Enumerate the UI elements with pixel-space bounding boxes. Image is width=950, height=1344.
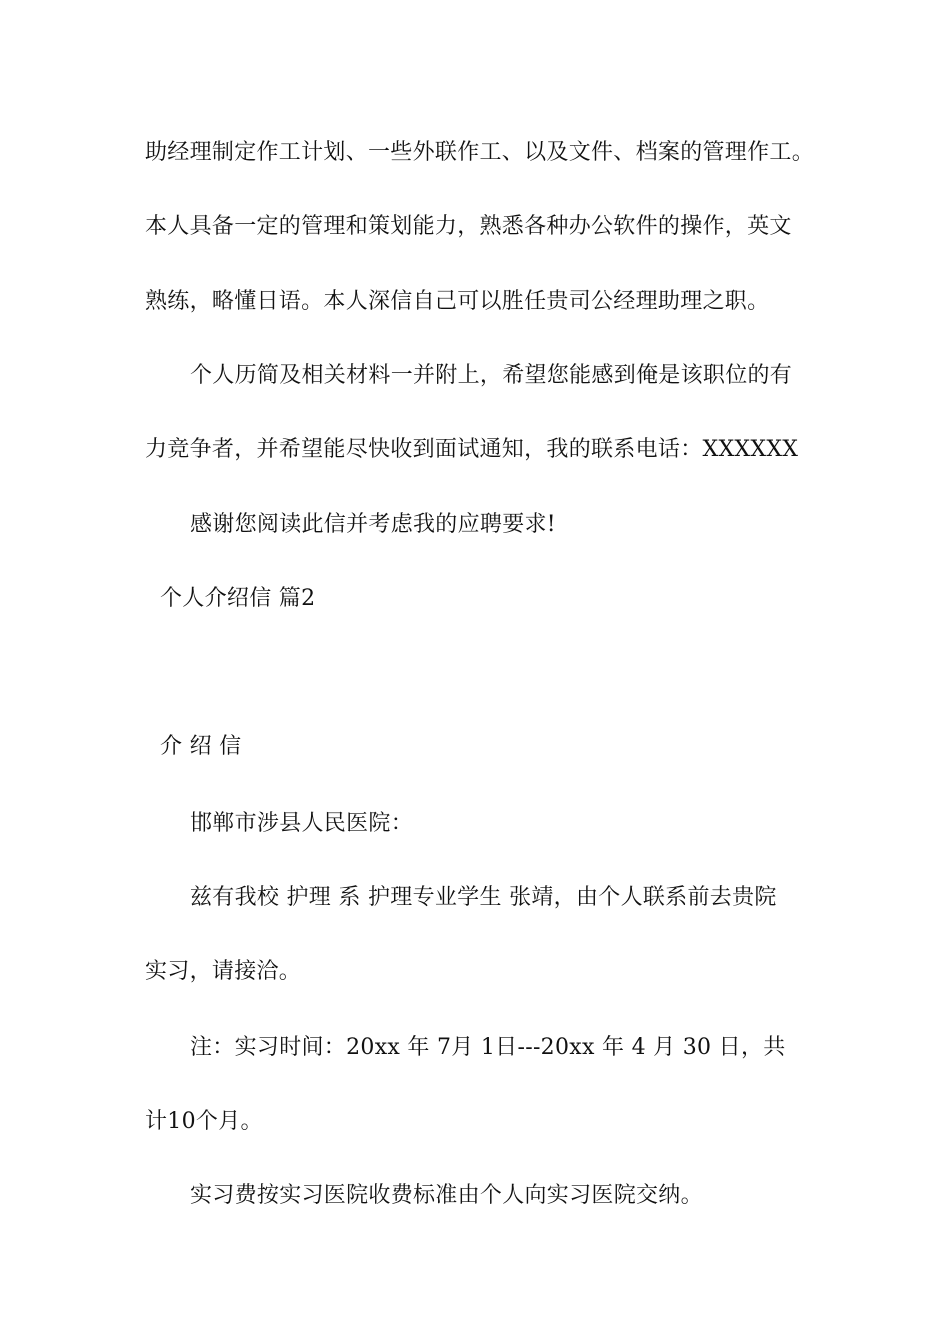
paragraph-line: 实习费按实习医院收费标准由个人向实习医院交纳。 [190, 1183, 703, 1208]
paragraph-line: 个人历简及相关材料一并附上，希望您能感到俺是该职位的有 [190, 363, 793, 388]
paragraph-line: 力竞争者，并希望能尽快收到面试通知，我的联系电话：XXXXXX [145, 437, 799, 462]
paragraph-line: 本人具备一定的管理和策划能力，熟悉各种办公软件的操作，英文 [145, 214, 792, 239]
closing-line: 感谢您阅读此信并考虑我的应聘要求! [190, 512, 556, 537]
paragraph-line: 兹有我校 护理 系 护理专业学生 张靖，由个人联系前去贵院 [190, 885, 777, 910]
paragraph-line: 熟练，略懂日语。本人深信自己可以胜任贵司公经理助理之职。 [145, 289, 770, 314]
paragraph-line: 实习，请接洽。 [145, 959, 302, 984]
paragraph-line: 助经理制定作工计划、一些外联作工、以及文件、档案的管理作工。 [145, 140, 815, 165]
note-line: 注：实习时间：20xx 年 7月 1日---20xx 年 4 月 30 日，共 [190, 1035, 786, 1060]
recipient-line: 邯郸市涉县人民医院： [190, 811, 414, 836]
section-heading: 个人介绍信 篇2 [160, 586, 316, 611]
letter-title: 介 绍 信 [160, 734, 242, 759]
note-line: 计10个月。 [145, 1109, 263, 1134]
